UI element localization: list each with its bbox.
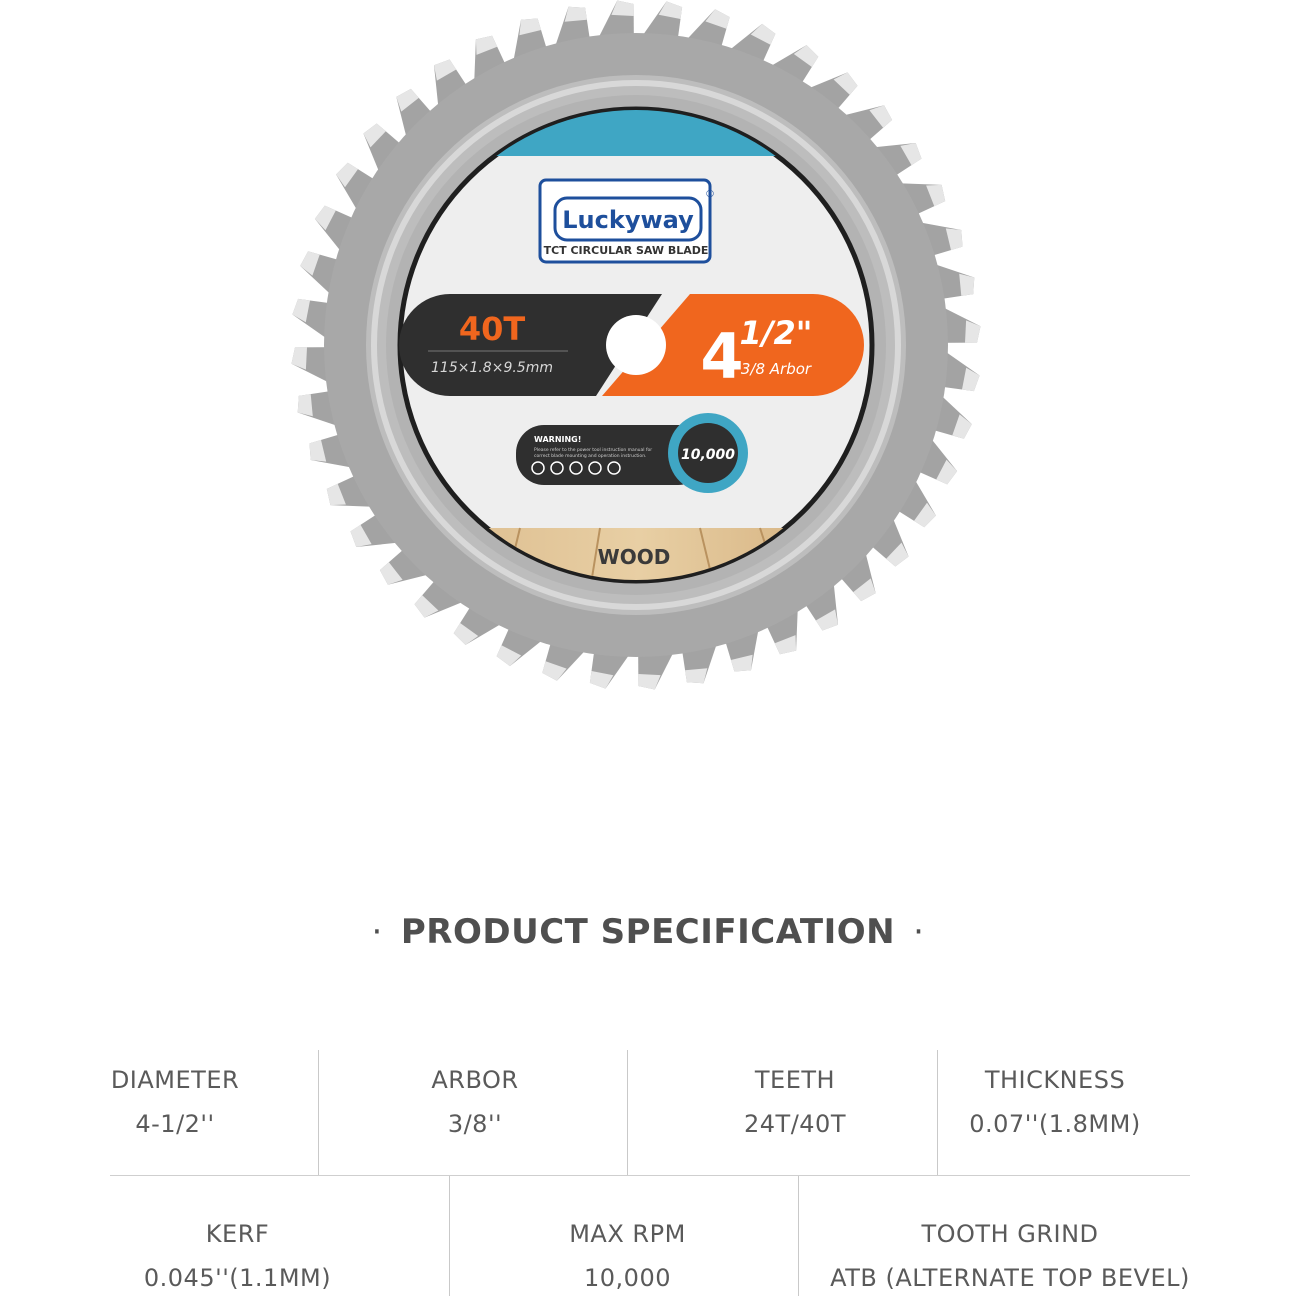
saw-tooth-tip bbox=[959, 274, 974, 296]
divider bbox=[110, 1175, 1190, 1176]
svg-text:10,000: 10,000 bbox=[680, 447, 736, 463]
svg-text:WARNING!: WARNING! bbox=[534, 435, 582, 444]
svg-text:®: ® bbox=[705, 189, 715, 200]
divider bbox=[449, 1176, 450, 1296]
saw-tooth-tip bbox=[298, 394, 313, 416]
svg-text:40T: 40T bbox=[458, 310, 526, 348]
saw-tooth-tip bbox=[638, 674, 660, 690]
svg-text:4: 4 bbox=[700, 320, 744, 393]
saw-tooth-tip bbox=[611, 1, 633, 17]
divider bbox=[937, 1050, 938, 1175]
divider bbox=[627, 1050, 628, 1175]
spec-diameter: DIAMETER 4-1/2'' bbox=[110, 1066, 240, 1138]
brand-logo: Luckyway bbox=[562, 206, 694, 234]
spec-max-rpm: MAX RPM 10,000 bbox=[569, 1220, 686, 1292]
spec-kerf: KERF 0.045''(1.1MM) bbox=[143, 1220, 332, 1292]
saw-tooth-tip bbox=[565, 7, 587, 22]
divider bbox=[798, 1176, 799, 1296]
svg-text:1/2": 1/2" bbox=[739, 314, 813, 352]
spec-title: · PRODUCT SPECIFICATION · bbox=[371, 912, 925, 952]
spec-tooth-grind: TOOTH GRIND ATB (ALTERNATE TOP BEVEL) bbox=[830, 1220, 1190, 1292]
svg-text:correct blade mounting and ope: correct blade mounting and operation instruction. bbox=[534, 454, 647, 459]
material-label: WOOD bbox=[597, 545, 671, 569]
saw-tooth-tip bbox=[965, 320, 981, 342]
spec-teeth: TEETH 24T/40T bbox=[744, 1066, 846, 1138]
svg-text:115×1.8×9.5mm: 115×1.8×9.5mm bbox=[431, 360, 553, 376]
divider bbox=[318, 1050, 319, 1175]
spec-thickness: THICKNESS 0.07''(1.8MM) bbox=[969, 1066, 1141, 1138]
svg-text:Please refer to the power tool: Please refer to the power tool instruction manual for bbox=[534, 448, 653, 453]
blade-subtitle: TCT CIRCULAR SAW BLADE bbox=[543, 244, 709, 257]
saw-tooth-tip bbox=[685, 668, 707, 683]
spec-arbor: ARBOR 3/8'' bbox=[431, 1066, 519, 1138]
arbor-hole bbox=[606, 315, 666, 375]
saw-tooth-tip bbox=[292, 347, 308, 369]
svg-text:3/8 Arbor: 3/8 Arbor bbox=[740, 360, 812, 378]
